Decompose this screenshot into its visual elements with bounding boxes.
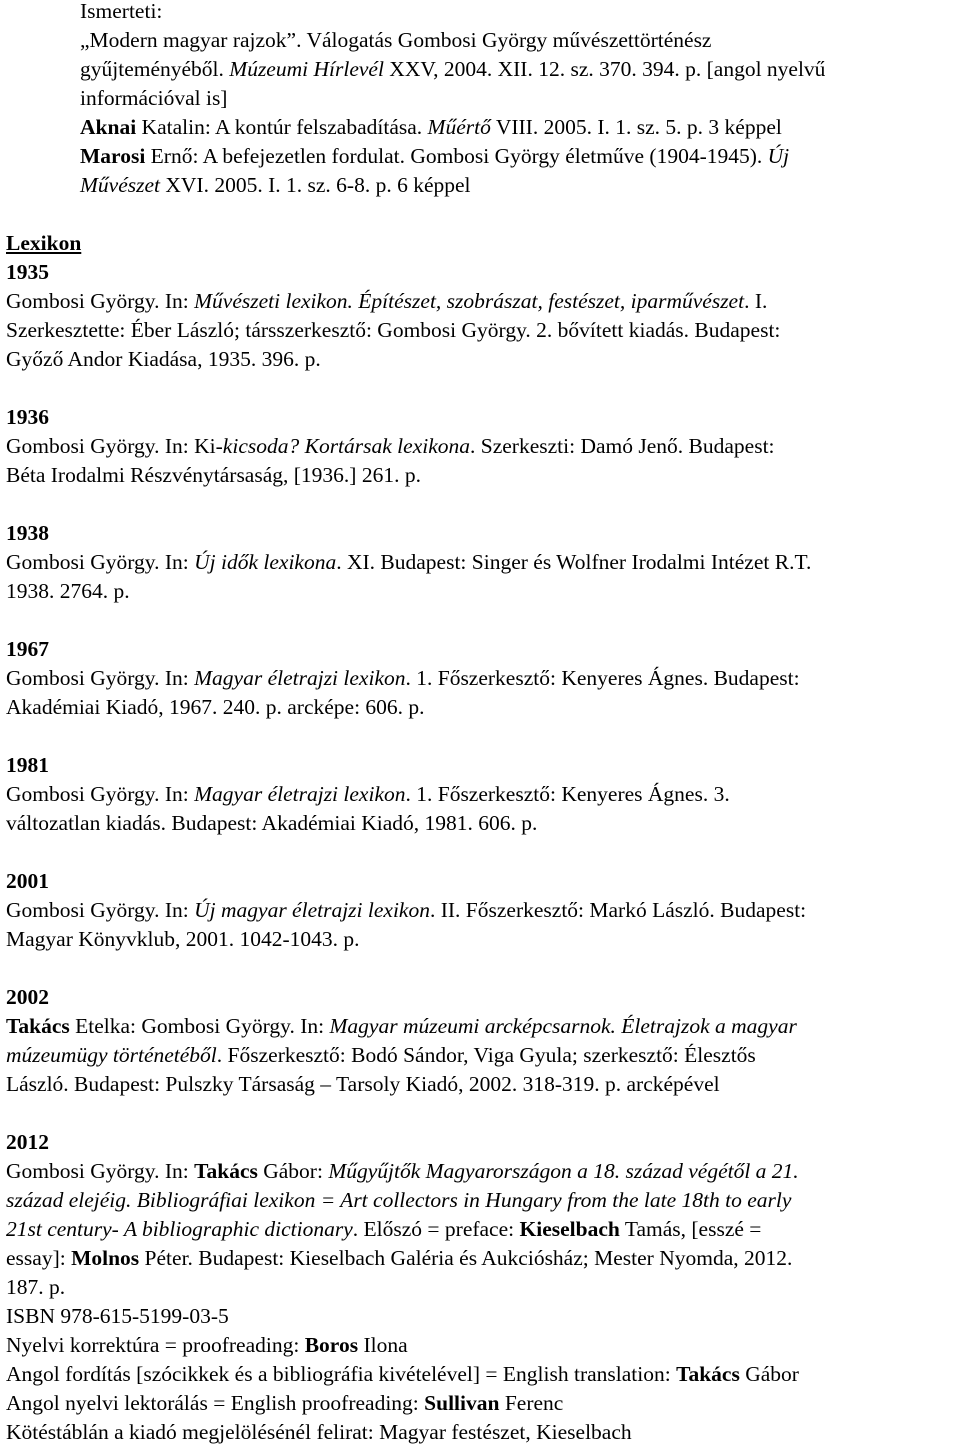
entry-1935-line-2: Szerkesztette: Éber László; társszerkesztő: Gombosi György. 2. bővített kiadás. Budapest: bbox=[6, 318, 781, 342]
entry-2012-line-2: század elejéig. Bibliográfiai lexikon = Art collectors in Hungary from the late 18th to early bbox=[6, 1188, 792, 1212]
proofreading-line: Nyelvi korrektúra = proofreading: Boros Ilona bbox=[6, 1333, 408, 1357]
entry-1967-line-1: Gombosi György. In: Magyar életrajzi lexikon. 1. Főszerkesztő: Kenyeres Ágnes. Budapest: bbox=[6, 666, 800, 690]
entry-2012-line-5: 187. p. bbox=[6, 1275, 66, 1299]
review-3-line-1: Marosi Ernő: A befejezetlen fordulat. Gombosi György életműve (1904-1945). Új bbox=[80, 144, 790, 168]
year-1935: 1935 bbox=[6, 260, 49, 284]
entry-2012-line-1: Gombosi György. In: Takács Gábor: Műgyűjtők Magyarországon a 18. század végétől a 21. bbox=[6, 1159, 799, 1183]
entry-1935-line-1: Gombosi György. In: Művészeti lexikon. Építészet, szobrászat, festészet, iparművészet. I. bbox=[6, 289, 768, 313]
entry-1936-line-2: Béta Irodalmi Részvénytársaság, [1936.] 261. p. bbox=[6, 463, 421, 487]
entry-2012-line-3: 21st century- A bibliographic dictionary. Előszó = preface: Kieselbach Tamás, [esszé = bbox=[6, 1217, 762, 1241]
entry-1938-line-1: Gombosi György. In: Új idők lexikona. XI. Budapest: Singer és Wolfner Irodalmi Intézet R.T. bbox=[6, 550, 812, 574]
entry-1981-line-1: Gombosi György. In: Magyar életrajzi lexikon. 1. Főszerkesztő: Kenyeres Ágnes. 3. bbox=[6, 782, 730, 806]
entry-2001-line-2: Magyar Könyvklub, 2001. 1042-1043. p. bbox=[6, 927, 360, 951]
entry-2002-line-2: múzeumügy történetéből. Főszerkesztő: Bodó Sándor, Viga Gyula; szerkesztő: Élesztős bbox=[6, 1043, 756, 1067]
review-1-line-2: gyűjteményéből. Múzeumi Hírlevél XXV, 2004. XII. 12. sz. 370. 394. p. [angol nyelvű bbox=[80, 57, 826, 81]
entry-2012-line-4: essay]: Molnos Péter. Budapest: Kieselbach Galéria és Aukciósház; Mester Nyomda, 2012. bbox=[6, 1246, 793, 1270]
entry-1935-line-3: Győző Andor Kiadása, 1935. 396. p. bbox=[6, 347, 321, 371]
year-1967: 1967 bbox=[6, 637, 49, 661]
entry-1981-line-2: változatlan kiadás. Budapest: Akadémiai Kiadó, 1981. 606. p. bbox=[6, 811, 538, 835]
isbn-line: ISBN 978-615-5199-03-5 bbox=[6, 1304, 229, 1328]
translation-line: Angol fordítás [szócikkek és a bibliográfia kivételével] = English translation: Takács Gábor bbox=[6, 1362, 799, 1386]
english-proofreading-line: Angol nyelvi lektorálás = English proofreading: Sullivan Ferenc bbox=[6, 1391, 564, 1415]
year-2001: 2001 bbox=[6, 869, 49, 893]
review-2: Aknai Katalin: A kontúr felszabadítása. Műértő VIII. 2005. I. 1. sz. 5. p. 3 képpel bbox=[80, 115, 782, 139]
entry-1936-line-1: Gombosi György. In: Ki-kicsoda? Kortársak lexikona. Szerkeszti: Damó Jenő. Budapest: bbox=[6, 434, 775, 458]
year-2012: 2012 bbox=[6, 1130, 49, 1154]
year-1938: 1938 bbox=[6, 521, 49, 545]
review-1-line-1: „Modern magyar rajzok”. Válogatás Gombosi György művészettörténész bbox=[80, 28, 712, 52]
year-1936: 1936 bbox=[6, 405, 49, 429]
year-1981: 1981 bbox=[6, 753, 49, 777]
entry-1938-line-2: 1938. 2764. p. bbox=[6, 579, 130, 603]
review-3-line-2: Művészet XVI. 2005. I. 1. sz. 6-8. p. 6 képpel bbox=[80, 173, 471, 197]
spine-inscription-line: Kötéstáblán a kiadó megjelölésénél felirat: Magyar festészet, Kieselbach bbox=[6, 1420, 632, 1444]
entry-1967-line-2: Akadémiai Kiadó, 1967. 240. p. arcképe: 606. p. bbox=[6, 695, 425, 719]
entry-2001-line-1: Gombosi György. In: Új magyar életrajzi lexikon. II. Főszerkesztő: Markó László. Budapest: bbox=[6, 898, 807, 922]
lexikon-heading: Lexikon bbox=[6, 231, 82, 255]
entry-2002-line-3: László. Budapest: Pulszky Társaság – Tarsoly Kiadó, 2002. 318-319. p. arcképével bbox=[6, 1072, 720, 1096]
review-1-line-3: információval is] bbox=[80, 86, 228, 110]
reviews-heading: Ismerteti: bbox=[80, 0, 163, 23]
year-2002: 2002 bbox=[6, 985, 49, 1009]
entry-2002-line-1: Takács Etelka: Gombosi György. In: Magyar múzeumi arcképcsarnok. Életrajzok a magyar bbox=[6, 1014, 797, 1038]
